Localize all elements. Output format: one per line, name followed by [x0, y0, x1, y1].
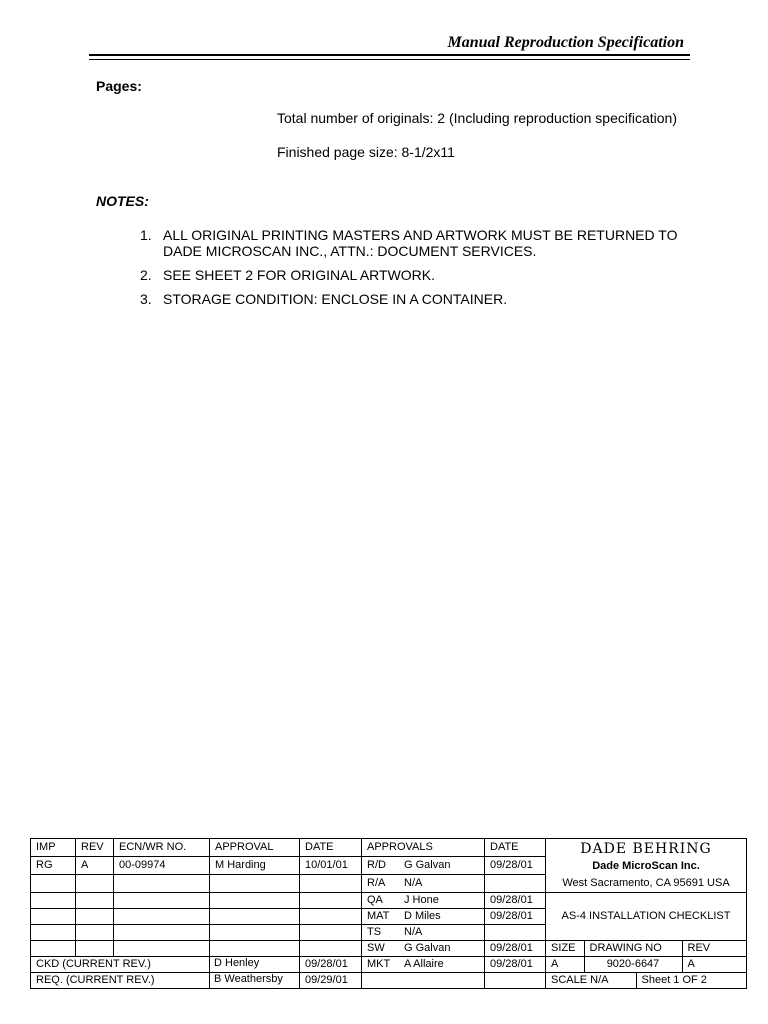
- size-value: A: [546, 957, 584, 972]
- requested-label: REQ. (CURRENT REV.): [31, 973, 300, 989]
- rev-header: REV: [76, 839, 114, 857]
- note-text: SEE SHEET 2 FOR ORIGINAL ARTWORK.: [163, 267, 436, 283]
- rev-value: A: [687, 958, 695, 970]
- rev-label: REV: [687, 942, 711, 954]
- checked-date: 09/28/01: [300, 957, 362, 973]
- pages-label: Pages:: [96, 78, 142, 94]
- document-header-title: Manual Reproduction Specification: [447, 34, 684, 51]
- approval-row-date: [485, 875, 546, 893]
- requested-date: 09/29/01: [300, 973, 362, 989]
- note-text: STORAGE CONDITION: ENCLOSE IN A CONTAINER.: [163, 291, 508, 307]
- approval-row: SW G Galvan: [362, 941, 485, 957]
- scale-value: SCALE N/A: [546, 973, 636, 988]
- approvals-header: APPROVALS: [362, 839, 485, 857]
- scale-sheet: [546, 973, 747, 989]
- sheet-number: Sheet 1 OF 2: [641, 974, 707, 986]
- approval-row-date: 09/28/01: [485, 909, 546, 925]
- company-address: West Sacramento, CA 95691 USA: [562, 877, 730, 889]
- rev-letter: A: [76, 857, 114, 875]
- approval-name: M Harding: [210, 857, 300, 875]
- size-label: SIZE: [546, 941, 584, 956]
- approval-row: QA J Hone: [362, 893, 485, 909]
- approval-header: APPROVAL: [210, 839, 300, 857]
- approval-row: R/D G Galvan: [362, 857, 485, 875]
- approval-row: MAT D Miles: [362, 909, 485, 925]
- approval-row-date: [485, 925, 546, 941]
- title-block: [30, 838, 747, 989]
- approval-row: MKT A Allaire: [362, 957, 485, 973]
- ckd-divider: [209, 955, 210, 988]
- header-rule-thin: [89, 59, 690, 60]
- approval-row: R/A N/A: [362, 875, 485, 893]
- drawing-no-label: DRAWING NO: [584, 941, 682, 956]
- company-logo: DADE BEHRING: [580, 841, 712, 857]
- note-number: 3.: [140, 291, 152, 307]
- date-header: DATE: [300, 839, 362, 857]
- approvals-date-header: DATE: [485, 839, 546, 857]
- rev-imp: RG: [31, 857, 76, 875]
- approval-row-date: 09/28/01: [485, 893, 546, 909]
- approval-row-date: 09/28/01: [485, 957, 546, 973]
- checked-label: CKD (CURRENT REV.): [31, 957, 300, 973]
- drawing-labels: [546, 941, 747, 957]
- notes-label: NOTES:: [96, 193, 149, 209]
- ecn-number: 00-09974: [114, 857, 210, 875]
- note-number: 2.: [140, 267, 152, 283]
- approval-row-date: 09/28/01: [485, 857, 546, 875]
- drawing-values: [546, 957, 747, 973]
- company-name: Dade MicroScan Inc.: [592, 860, 700, 872]
- drawing-no-value: 9020-6647: [584, 957, 682, 972]
- approval-row: TS N/A: [362, 925, 485, 941]
- ecn-header: ECN/WR NO.: [114, 839, 210, 857]
- document-title: AS-4 INSTALLATION CHECKLIST: [546, 893, 747, 941]
- imp-header: IMP: [31, 839, 76, 857]
- requested-name: B Weathersby: [214, 973, 283, 985]
- approval-row-date: 09/28/01: [485, 941, 546, 957]
- header-rule: [89, 54, 690, 56]
- total-originals-text: Total number of originals: 2 (Including reproduction specification): [277, 110, 677, 126]
- note-text: ALL ORIGINAL PRINTING MASTERS AND ARTWORK MUST BE RETURNED TO DADE MICROSCAN INC., ATTN.: DOCUMENT SERVICES.: [163, 227, 678, 259]
- approval-date: 10/01/01: [300, 857, 362, 875]
- note-number: 1.: [140, 227, 152, 243]
- company-block: [546, 839, 747, 893]
- finished-page-size-text: Finished page size: 8-1/2x11: [277, 144, 455, 160]
- checked-name: D Henley: [214, 957, 260, 969]
